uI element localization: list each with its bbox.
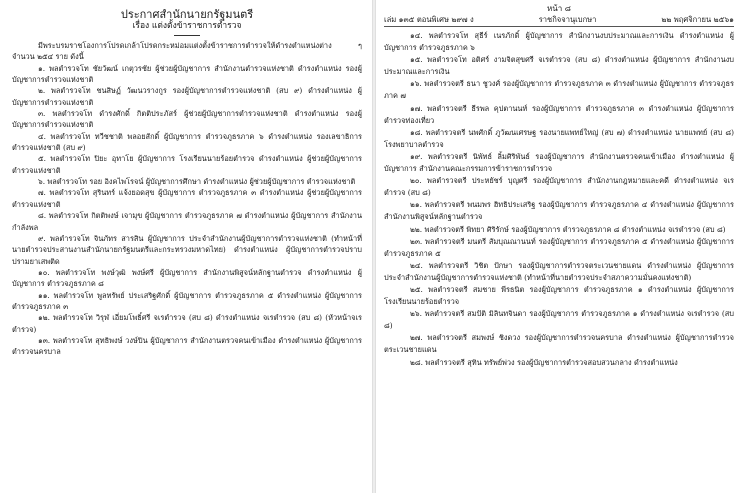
appointment-item: ๑๘. พลตำรวจตรี นพศักดิ์ ภูวัฒนเศรษฐ รองนายแพทย์ใหญ่ (สบ ๗) ดำรงตำแหน่ง นายแพทย์ (สบ ๘) โรงพยาบาลตำรวจ	[384, 127, 734, 149]
appointment-item: ๑๐. พลตำรวจโท พงษ์วุฒิ พงษ์ศรี ผู้บัญชาการ สำนักงานพิสูจน์หลักฐานตำรวจ ดำรงตำแหน่ง ผู้บัญชาการ ตำรวจภูธรภาค ๘	[12, 267, 362, 289]
appointment-item: ๒๔. พลตำรวจตรี วิชิต ปักษา รองผู้บัญชาการตำรวจตระเวนชายแดน ดำรงตำแหน่ง ผู้บัญชาการ ประจำสำนักงานผู้บัญชาการตำรวจแห่งชาติ (ทำหน้าที่นายตำรวจประจำสภาความมั่นคงแห่งชาติ)	[384, 260, 734, 282]
title-divider	[174, 35, 200, 36]
appointment-item: ๒๕. พลตำรวจตรี สมชาย พีรธนิต รองผู้บัญชาการ ตำรวจภูธรภาค ๑ ดำรงตำแหน่ง ผู้บัญชาการ โรงเรียนนายร้อยตำรวจ	[384, 284, 734, 307]
appointment-item: ๖. พลตำรวจโท รอย อิงคไพโรจน์ ผู้บัญชาการศึกษา ดำรงตำแหน่ง ผู้ช่วยผู้บัญชาการ ตำรวจแห่งชาติ	[38, 177, 356, 187]
appointment-item: ๕. พลตำรวจโท ปิยะ อุทาโย ผู้บัญชาการ โรงเรียนนายร้อยตำรวจ ดำรงตำแหน่ง ผู้ช่วยผู้บัญชาการตำรวจแห่งชาติ	[12, 154, 362, 175]
appointment-item: ๑๑. พลตำรวจโท พูลทรัพย์ ประเสริฐศักดิ์ ผู้บัญชาการ ตำรวจภูธรภาค ๕ ดำรงตำแหน่ง ผู้บัญชาการ ตำรวจภูธรภาค ๓	[12, 290, 362, 311]
announcement-subtitle: เรื่อง แต่งตั้งข้าราชการตำรวจ	[132, 21, 242, 31]
appointment-item: ๗. พลตำรวจโท สุรินทร์ แจ้งยอดสุข ผู้บัญชาการ ตำรวจภูธรภาค ๓ ดำรงตำแหน่ง ผู้ช่วยผู้บัญชาการตำรวจแห่งชาติ	[12, 188, 362, 209]
page-number: หน้า ๘	[547, 4, 571, 13]
appointment-item: ๑๕. พลตำรวจโท อติศร์ งามจิตสุขศรี จเรตำรวจ (สบ ๘) ดำรงตำแหน่ง ผู้บัญชาการ สำนักงานงบประมาณและการเงิน	[384, 55, 734, 77]
appointment-item: ๒๑. พลตำรวจตรี พนมพร ฮิทธิประเสริฐ รองผู้บัญชาการ ตำรวจภูธรภาค ๔ ดำรงตำแหน่ง ผู้บัญชาการ สำนักงานพิสูจน์หลักฐานตำรวจ	[384, 200, 734, 222]
appointment-item: ๔. พลตำรวจโท ทวีชชาติ พลอยสักดิ์ ผู้บัญชาการ ตำรวจภูธรภาค ๖ ดำรงตำแหน่ง รองเลขาธิการตำรวจแห่งชาติ (สบ ๙)	[12, 131, 362, 153]
appointment-item: ๒๖. พลตำรวจตรี สมปัติ มิลินทจินดา รองผู้บัญชาการ ตำรวจภูธรภาค ๑ ดำรงตำแหน่ง จเรตำรวจ (สบ ๘)	[384, 309, 734, 331]
gazette-volume: เล่ม ๑๓๕ ตอนพิเศษ ๒๙๗ ง	[384, 15, 474, 24]
gazette-header	[384, 14, 734, 27]
announcement-title: ประกาศสำนักนายกรัฐมนตรี	[120, 8, 254, 21]
right-appointment-list	[384, 30, 734, 369]
appointment-item: ๑๙. พลตำรวจตรี นิพัทธ์ ลิ้มศิริพันธ์ รองผู้บัญชาการ สำนักงานตรวจคนเข้าเมือง ดำรงตำแหน่ง ผู้บัญชาการ สำนักงานคณะกรรมการข้าราชการตำรวจ	[384, 151, 734, 174]
left-appointment-list	[12, 63, 362, 358]
appointment-item: ๘. พลตำรวจโท กิตติพงษ์ เจามุข ผู้บัญชาการ ตำรวจภูธรภาค ๗ ดำรงตำแหน่ง ผู้บัญชาการ สำนักงานกำลังพล	[12, 211, 362, 232]
announcement-intro: มีพระบรมราชโองการโปรดเกล้าโปรดกระหม่อมแต่งตั้งข้าราชการตำรวจให้ดำรงตำแหน่งต่าง ๆ จำนวน ๒๕๔ ราย ดังนี้	[12, 41, 362, 62]
appointment-item: ๓. พลตำรวจโท ดำรงศักดิ์ กิตติประภัสร์ ผู้ช่วยผู้บัญชาการตำรวจแห่งชาติ ดำรงตำแหน่ง รองผู้บัญชาการตำรวจแห่งชาติ	[12, 109, 362, 130]
appointment-item: ๑. พลตำรวจโท ชัยวัฒน์ เกตุวรชัย ผู้ช่วยผู้บัญชาการ สำนักงานตำรวจแห่งชาติ ดำรงตำแหน่ง รองผู้บัญชาการตำรวจแห่งชาติ	[12, 63, 362, 85]
appointment-item: ๑๗. พลตำรวจตรี ธีรพล คุปตานนท์ รองผู้บัญชาการ ตำรวจภูธรภาค ๓ ดำรงตำแหน่ง ผู้บัญชาการตำรวจท่องเที่ยว	[384, 103, 734, 125]
appointment-item: ๒. พลตำรวจโท ชนสิษฏ์ วัฒนวรางกูร รองผู้บัญชาการตำรวจแห่งชาติ (สบ ๙) ดำรงตำแหน่ง ผู้บัญชาการตำรวจแห่งชาติ	[12, 86, 362, 107]
appointment-item: ๒๒. พลตำรวจตรี พิทยา ศิริรักษ์ รองผู้บัญชาการ ตำรวจภูธรภาค ๘ ดำรงตำแหน่ง จเรตำรวจ (สบ ๘)	[410, 224, 726, 234]
appointment-item: ๑๓. พลตำรวจโท สุทธิพงษ์ วงษ์ปิน ผู้บัญชาการ สำนักงานตรวจคนเข้าเมือง ดำรงตำแหน่ง ผู้บัญชาการตำรวจนครบาล	[12, 335, 362, 357]
appointment-item: ๑๖. พลตำรวจตรี ธนา ชูวงศ์ รองผู้บัญชาการ ตำรวจภูธรภาค ๓ ดำรงตำแหน่ง ผู้บัญชาการ ตำรวจภูธรภาค ๗	[384, 79, 734, 101]
right-document-page	[376, 0, 740, 493]
appointment-item: ๑๒. พลตำรวจโท วิรุฬ เอี่ยมโพธิ์ศรี จเรตำรวจ (สบ ๘) ดำรงตำแหน่ง จเรตำรวจ (สบ ๘) (หัวหน้าจเรตำรวจ)	[12, 313, 362, 334]
gazette-name: ราชกิจจานุเบกษา	[538, 15, 597, 24]
appointment-item: ๒๓. พลตำรวจตรี มนตรี สัมบุณณานนท์ รองผู้บัญชาการ ตำรวจภูธรภาค ๕ ดำรงตำแหน่ง ผู้บัญชาการ ตำรวจภูธรภาค ๕	[384, 236, 734, 258]
appointment-item: ๒๘. พลตำรวจตรี สุทิน ทรัพย์พ่วง รองผู้บัญชาการตำรวจสอบสวนกลาง ดำรงตำแหน่ง	[410, 357, 678, 367]
appointment-item: ๑๔. พลตำรวจโท สุธีร์ เนรภักดิ์ ผู้บัญชาการ สำนักงานงบประมาณและการเงิน ดำรงตำแหน่ง ผู้บัญชาการ ตำรวจภูธรภาค ๖	[384, 31, 734, 53]
appointment-item: ๒๐. พลตำรวจตรี ประหยัชร์ บุญศรี รองผู้บัญชาการ สำนักงานกฎหมายและคดี ดำรงตำแหน่ง จเรตำรวจ (สบ ๘)	[384, 176, 734, 198]
appointment-item: ๙. พลตำรวจโท จินภัทร สารสิน ผู้บัญชาการ ประจำสำนักงานผู้บัญชาการตำรวจแห่งชาติ (ทำหน้าที่นายตำรวจประสานงานสำนักนายกรัฐมนตรีและกระทรวงมหาดไทย) ดำรงตำแหน่ง ผู้บัญชาการตำรวจปราบปรามยาเสพติด	[12, 233, 362, 266]
appointment-item: ๒๗. พลตำรวจตรี สมพงษ์ ชิงดวง รองผู้บัญชาการตำรวจนครบาล ดำรงตำแหน่ง ผู้บัญชาการตำรวจตระเวนชายแดน	[384, 333, 734, 355]
gazette-date: ๒๒ พฤศจิกายน ๒๕๖๑	[661, 15, 734, 24]
